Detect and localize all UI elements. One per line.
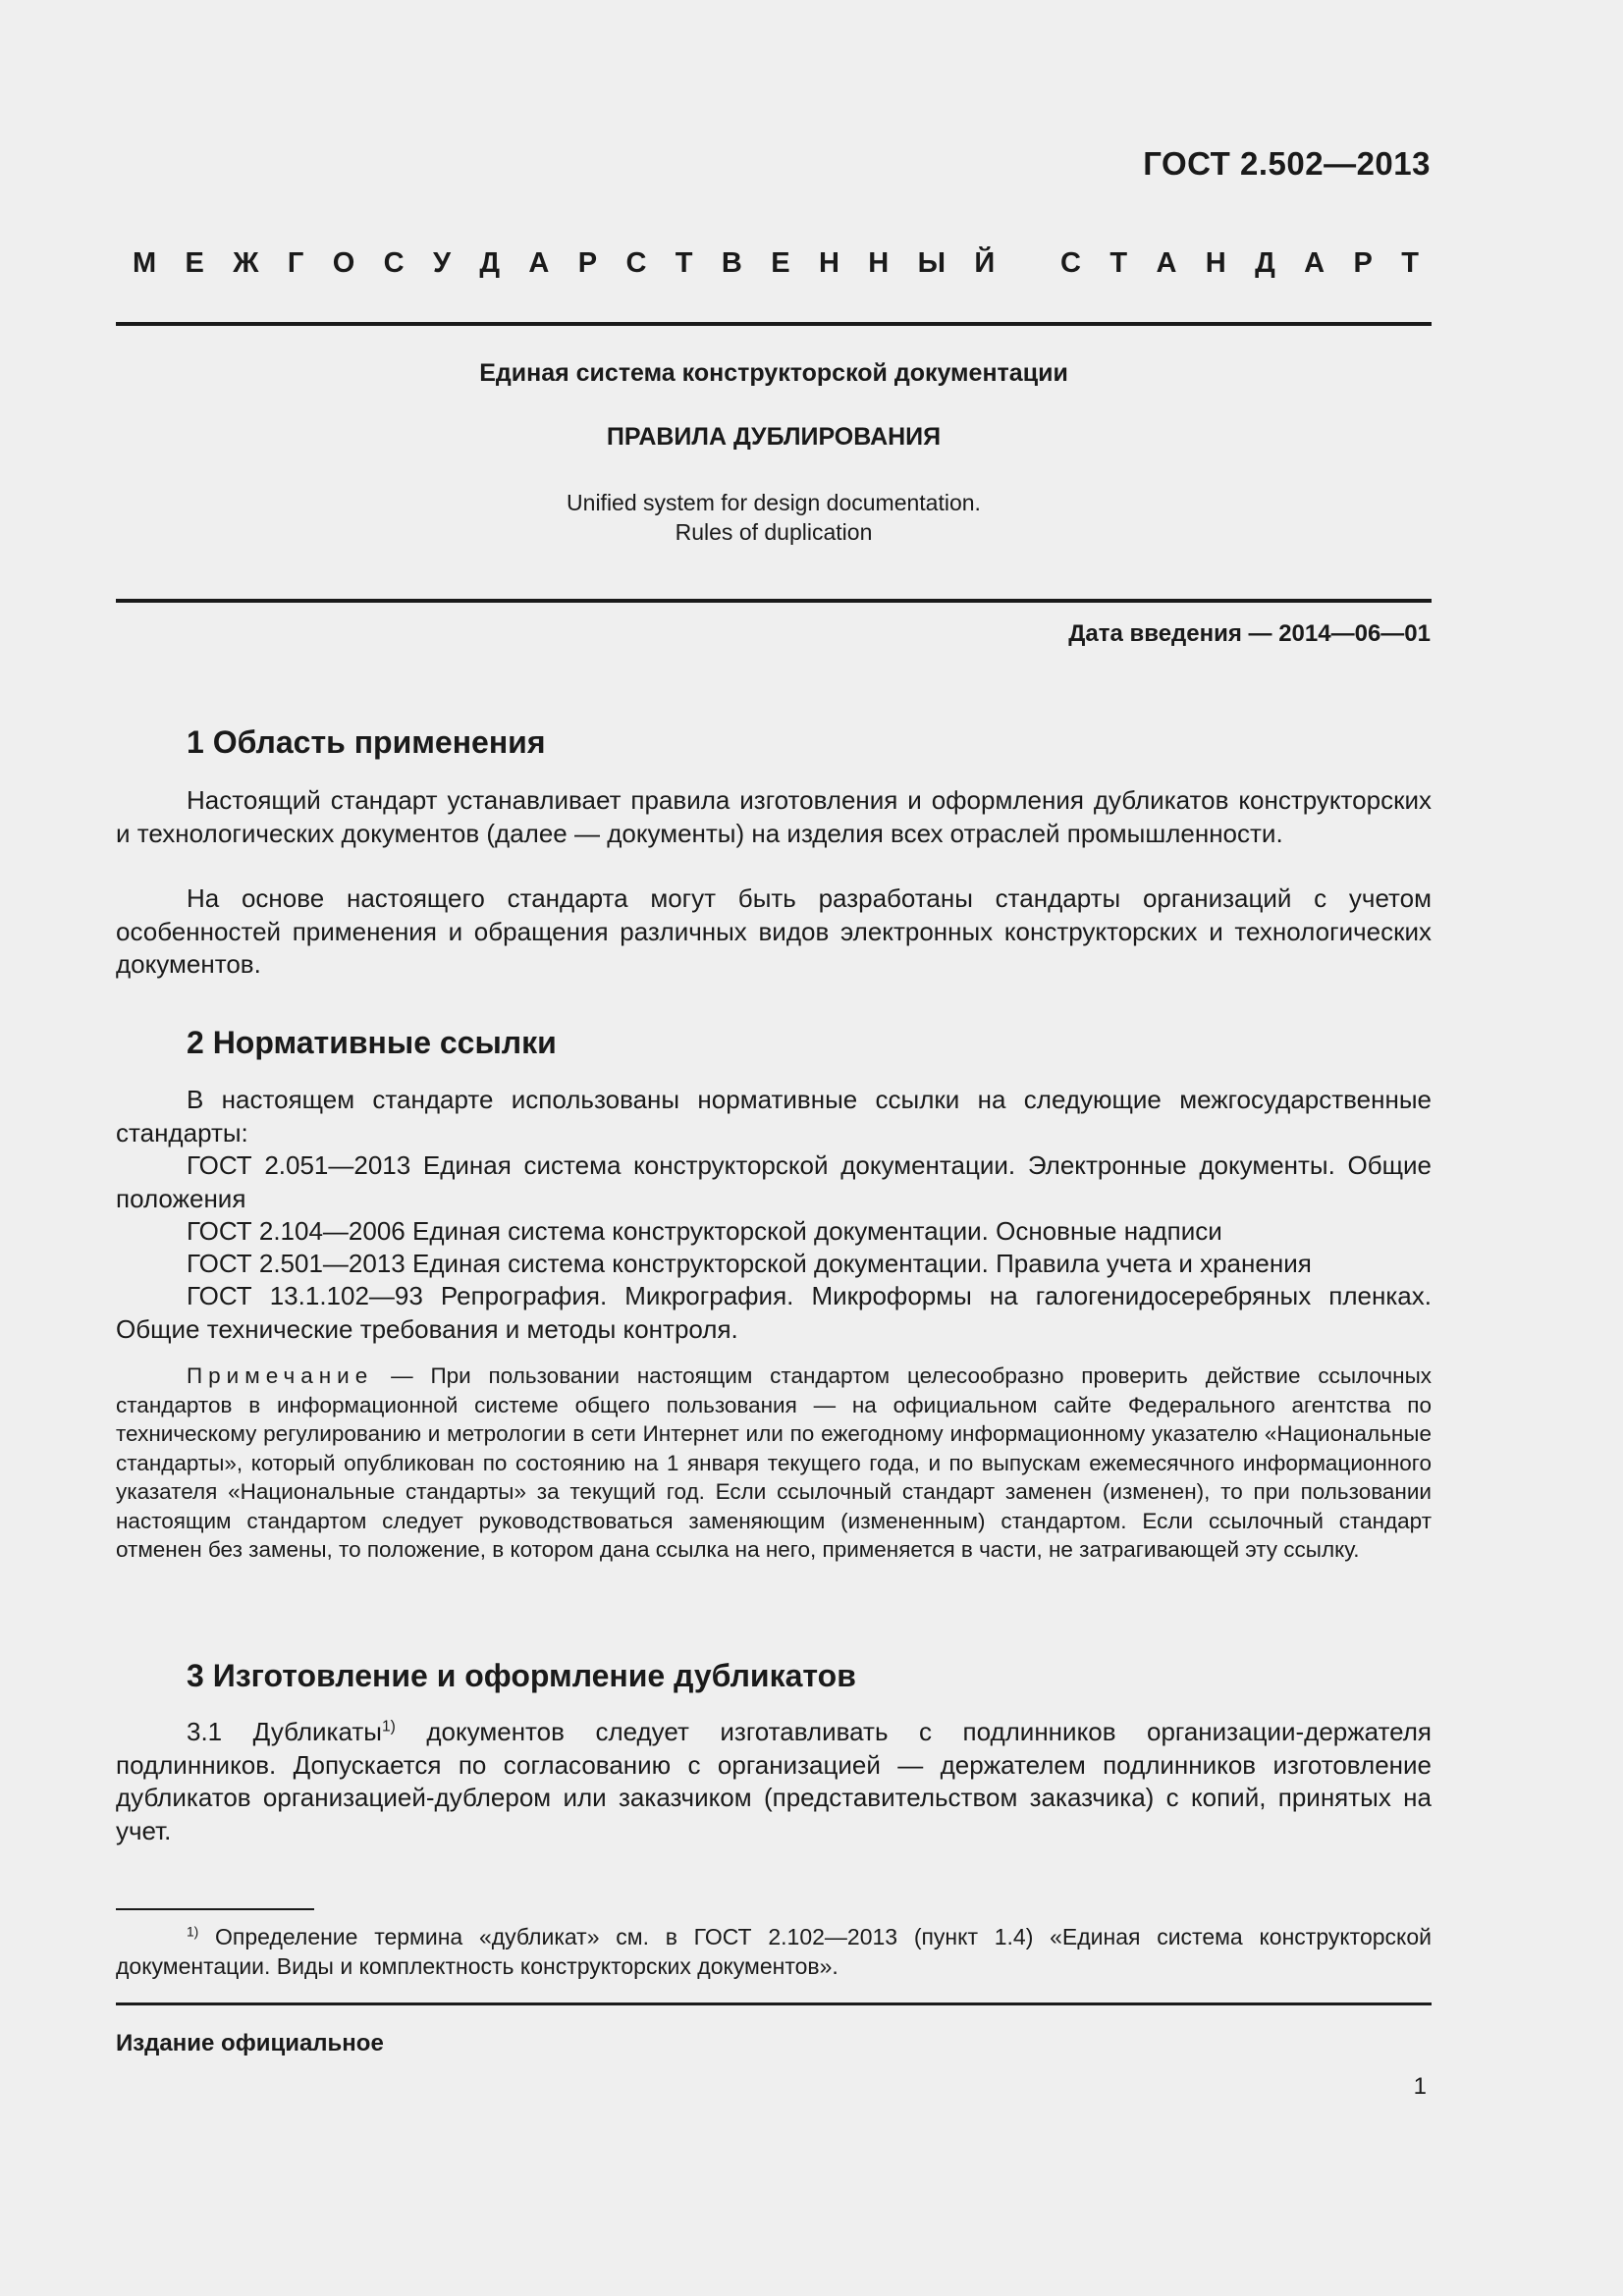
banner-letter: Д bbox=[1255, 247, 1275, 279]
page-number: 1 bbox=[1413, 2073, 1427, 2100]
english-title-line1: Unified system for design documentation. bbox=[567, 490, 981, 515]
section-2-note bbox=[116, 1362, 1432, 1565]
note-text: — При пользовании настоящим стандартом целесообразно проверить действие ссылочных стандартов в информационной системе общего пользования — на официальном сайте Федерального агентства по техническому регулированию и метрологии в сети Интернет или по ежегодному информационному указателю «Национальные стандарты», который опубликован по состоянию на 1 января текущего года, и по выпускам ежемесячного информационного указателя «Национальные стандарты» за текущий год. Если ссылочный стандарт заменен (изменен), то при пользовании настоящим стандартом следует руководствоваться заменяющим (измененным) стандартом. Если ссылочный стандарт отменен без замены, то положение, в котором дана ссылка на него, применяется в части, не затрагивающей эту ссылку. bbox=[116, 1363, 1432, 1562]
banner-letter: А bbox=[528, 247, 550, 279]
system-title: Единая система конструкторской документации bbox=[479, 359, 1068, 387]
banner-letter: Т bbox=[1109, 247, 1128, 279]
para-3-1-start: 3.1 Дубликаты bbox=[187, 1717, 382, 1746]
footnote-mark: 1) bbox=[187, 1924, 199, 1940]
english-title-line2: Rules of duplication bbox=[675, 519, 873, 545]
banner-letter: Т bbox=[1401, 247, 1419, 279]
banner-letter: Д bbox=[479, 247, 501, 279]
banner-letter: Н bbox=[818, 247, 839, 279]
banner-letter: Т bbox=[675, 247, 693, 279]
header-rule-bottom bbox=[116, 599, 1432, 603]
footnote-ref-mark[interactable]: 1) bbox=[381, 1718, 396, 1735]
document-title: ПРАВИЛА ДУБЛИРОВАНИЯ bbox=[606, 423, 942, 451]
banner-letter: О bbox=[332, 247, 355, 279]
normative-ref-2: ГОСТ 2.104—2006 Единая система конструкторской документации. Основные надписи bbox=[187, 1216, 1222, 1246]
gost-identifier: ГОСТ 2.502—2013 bbox=[1143, 145, 1431, 182]
banner-letter: С bbox=[1060, 247, 1081, 279]
banner-letter: С bbox=[383, 247, 405, 279]
section-1-paragraph-2: На основе настоящего стандарта могут быть разработаны стандарты организаций с учетом особенностей применения и обращения различных видов электронных конструкторских и технологических документов. bbox=[116, 883, 1432, 979]
interstate-standard-banner bbox=[133, 247, 1419, 280]
banner-letter: С bbox=[625, 247, 647, 279]
banner-letter: Р bbox=[577, 247, 598, 279]
footnote-rule bbox=[116, 1908, 314, 1910]
banner-letter: Ж bbox=[233, 247, 259, 279]
banner-letter: Г bbox=[287, 247, 304, 279]
normative-ref-1: ГОСТ 2.051—2013 Единая система конструкторской документации. Электронные документы. Общие положения bbox=[116, 1150, 1432, 1213]
para-3-1-rest: документов следует изготавливать с подлинников организации-держателя подлинников. Допускается по согласованию с организацией — держателем подлинников изготовление дубликатов организацией-дублером или заказчиком (представительством заказчика) с копий, принятых на учет. bbox=[116, 1717, 1432, 1845]
banner-letter: М bbox=[133, 247, 157, 279]
banner-letter: Ы bbox=[917, 247, 946, 279]
normative-ref-4: ГОСТ 13.1.102—93 Репрография. Микрография. Микроформы на галогенидосеребряных пленках. Общие технические требования и методы контроля. bbox=[116, 1281, 1432, 1344]
section-3-heading: 3 Изготовление и оформление дубликатов bbox=[187, 1658, 856, 1693]
banner-letter: В bbox=[721, 247, 742, 279]
footnote bbox=[116, 1922, 1432, 1981]
banner-letter: А bbox=[1156, 247, 1177, 279]
normative-ref-3: ГОСТ 2.501—2013 Единая система конструкторской документации. Правила учета и хранения bbox=[187, 1249, 1312, 1278]
section-1-heading: 1 Область применения bbox=[187, 724, 546, 760]
banner-letter bbox=[1024, 247, 1032, 280]
footnote-text: Определение термина «дубликат» см. в ГОСТ 2.102—2013 (пункт 1.4) «Единая система конструкторской документации. Виды и комплектность конструкторских документов». bbox=[116, 1924, 1432, 1979]
english-title bbox=[116, 488, 1432, 547]
banner-letter: У bbox=[432, 247, 451, 279]
banner-letter: Н bbox=[1205, 247, 1226, 279]
official-edition-label: Издание официальное bbox=[116, 2030, 384, 2056]
note-label: Примечание bbox=[187, 1363, 374, 1388]
banner-letter: Е bbox=[185, 247, 204, 279]
section-2-heading: 2 Нормативные ссылки bbox=[187, 1025, 557, 1060]
footer-rule bbox=[116, 2002, 1432, 2005]
banner-letter: Р bbox=[1353, 247, 1373, 279]
header-rule-top bbox=[116, 322, 1432, 326]
banner-letter: Е bbox=[771, 247, 790, 279]
banner-letter: Й bbox=[974, 247, 996, 279]
section-3-paragraph-1 bbox=[116, 1716, 1432, 1847]
section-1-paragraph-1: Настоящий стандарт устанавливает правила изготовления и оформления дубликатов конструкторских и технологических документов (далее — документы) на изделия всех отраслей промышленности. bbox=[116, 785, 1432, 848]
banner-letter: А bbox=[1304, 247, 1325, 279]
section-2-intro: В настоящем стандарте использованы нормативные ссылки на следующие межгосударственные стандарты: bbox=[116, 1085, 1432, 1148]
date-of-introduction: Дата введения — 2014—06—01 bbox=[1068, 620, 1431, 647]
banner-letter: Н bbox=[868, 247, 890, 279]
